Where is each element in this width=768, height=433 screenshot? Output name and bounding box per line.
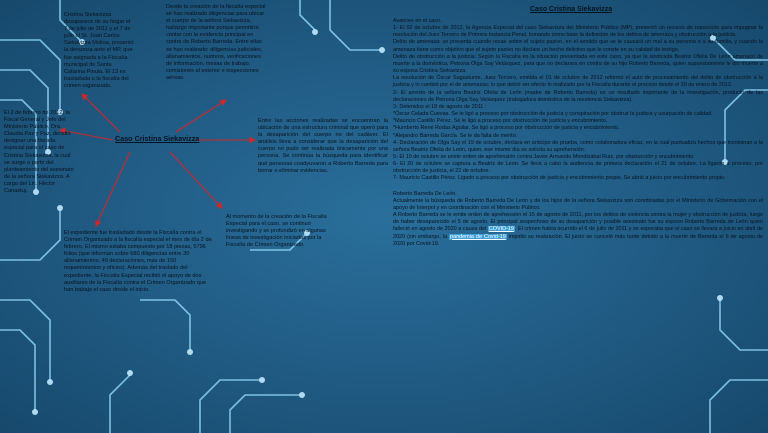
case-progress-line: 4- Declaración de Olga Say el 19 de octubre, declara en anticipo de prueba, como colaboradora eficaz, en la cual puntualiza hechos que incriminan a la señora Beatriz Ofelia de León, quien, ese mismo día se solicita su aprehensión. <box>393 139 763 153</box>
case-progress-line: *Óscar Celada Cuevas. Se le ligó a proceso por obstrucción de justicia y conspiración por obstruir la justicia y usurpación de calidad. <box>393 111 713 118</box>
case-progress-line: 1- El 02 de octubre de 2012, la Agencia Especial del caso Siekavizza del Ministerio Público (MP), presentó un recurso de reposición para impugnar la resolución del Juez Tercero de Primera Instancia Penal, tomando como base la definición de los delitos de amenaza y obstrucción a la justicia. <box>393 25 763 39</box>
case-progress-line: 2- El arresto de la señora Beatriz Ofelia de León (madre de Roberto Barreda) es un resultado importante de la investigación, producto de las declaraciones de Petrona Olga Say Velásquez (trabajadora doméstica de la residencia Siekavizza). <box>393 89 763 103</box>
right-title: Caso Cristina Siekavizza <box>530 6 613 13</box>
case-progress-line: Delito de amenaza: se presenta cuando recae sobre el sujeto pasivo, en el sentido que se le causará un mal a su persona o a su familia, y cuando la amenaza tiene como objetivo que el sujeto pasivo no declare un hecho delictivo que le conste en su calidad de testigo. <box>393 39 763 53</box>
barreda-search: Actualmente la búsqueda de Roberto Barreda De León y de los hijos de la señora Siekavizza son coordinadas por el Ministerio de Gobernación con el apoyo de Interpol y en coordinación con el Ministerio Público. <box>393 197 763 211</box>
case-progress-line: 6- El 20 de octubre se captura a Beatriz de León. Se lleva a cabo la audiencia de primera declaración el 21 de octubre. La ligaron a proceso, por obstrucción de justicia, el 22 de octubre. <box>393 161 763 175</box>
case-progress-line: 3- Detenidos el 18 de agosto de 2011 : <box>393 103 487 110</box>
case-progress-line: 5- El 19 de octubre se emite orden de aprehensión contra Javier Armando Mendizábal Ruiz, por obstrucción y encubrimiento. <box>393 153 695 160</box>
center-title: Caso Cristina Siekavizza <box>115 134 200 143</box>
barreda-heading: Roberto Barreda De León. <box>393 190 457 197</box>
covid-link[interactable]: COVID-19 <box>488 226 514 233</box>
note-diligencias: Desde la creación de la fiscalía especial se han realizado diligencias para ubicar el cuerpo de la señora Siekavizza, hallazgo importante porque permitiría contar con la evidencia principal en contra de Roberto Barreda. Entre ellas se han realizado: diligencias judiciales, allanamientos, rastreos, verificaciones de información, mesas de trabajo, comisiones al exterior e inspecciones aéreas. <box>166 4 266 81</box>
case-progress-line: Delito de obstrucción a la justicia: Según la Fiscalía es la situación presentada en este caso, ya que la sindicada Beatriz Ofelia De León amenazó de muerte a la doméstica, Petrona Olga Say Velásquez, para que no declarara en contra de su hijo Roberto Barreda, quien supuestamente le dio muerte a su esposa Cristina Siekavizza. <box>393 53 763 75</box>
case-progress-line: La resolución de Óscar Sagastume, Juez Tercero, emitida el 01 de octubre de 2012 reformó el auto de procesamiento del delito de obstrucción a la justicia y lo cambió por el de amenazas; lo que debió ser efecto lo realizado por la Fiscalía durante el proceso desde el 20 de enero de 2012. <box>393 75 763 89</box>
note-desaparicion: Cristina Siekavizza desaparece de su hogar el 7 de julio de 2011 y el 7 de julio el Sr. Juan Carlos Siekavizza Molina, presentó la denuncia ante el MP, que fue asignada a la Fiscalía municipal de Santa Catarina Pinula. El 13 es trasladada a la fiscalía del crimen organizado. <box>64 12 134 89</box>
barreda-summary: A Roberto Barreda se le emite orden de aprehensión el 15 de agosto de 2011, por los delitos de violencia contra la mujer y obstrucción de justicia, luego de haber desaparecido el 5 de agosto. El principal sospechoso de su desaparición y posible asesinato fue su esposo Roberto Barreda de León quien falleció en agosto de 2020 a causa del COVID-19. El crimen había ocurrido el 6 de julio de 2011 y se esperaba que el caso se llevara a juicio en abril de 2020 (sin embargo, la pandemia de Covid-19 impidió su realización. El juicio se canceló más tarde debido a la muerte de Barreda el 6 de agosto de 2020 por Covid-19. <box>393 212 764 247</box>
note-acciones: Entre las acciones realizadas se encuentran la ubicación de una estructura criminal que operó para la desaparición del cuerpo no del cadáver. El análisis lleva a considerar que la desaparición del cuerpo no pudo ser realizada únicamente por una persona. Se continúa la búsqueda para identificar qué personas coadyuvaron a Roberto Barreda para borrar o eliminar evidencias. <box>258 118 388 174</box>
case-progress-line: *Alejandro Barreda García. Se le da falta de mérito. <box>393 132 518 139</box>
case-progress-list <box>393 18 763 183</box>
note-expediente: El expediente fue trasladado desde la Fiscalía contra el Crimen Organizado a la fiscalía especial el mes de día 2 de febrero. El mismo estaba compuesto por 18 piezas, 5796 folios (que informan sobre 680 diligencias entre 30 allanamientos, 40 declaraciones, más de 150 requerimientos y oficios). Además del traslado del expediente, la Fiscalía Especial recibió el apoyo de dos auxiliares de la Fiscalía contra el Crimen Organizado que han trabajo el caso desde el inicio. <box>64 230 212 293</box>
case-details-text <box>393 18 763 248</box>
case-progress-line: Avances en el caso. <box>393 18 442 24</box>
note-fiscalia-especial: El 2 de febrero de 2012, la Fiscal General y Jefe del Ministerio Público, Dra. Claudia Paz y Paz, decidió designar una fiscalía especial para el caso de Cristina Siekavizza, la cual se surge a partir del planteamiento del asesinato de la señora Siekavizza. A cargo del Lic. Héctor Canastuj. <box>4 110 74 195</box>
case-progress-line: 7- Mauricio Castillo Pérez. Ligado a proceso por obstrucción de justicia y encubrimiento propio. Se abrió a juicio por encubrimiento propio. <box>393 175 726 182</box>
case-progress-line: *Humberto René Rodas Aguilar. Se ligó a proceso por obstrucción de justicia y encubrimiento. <box>393 125 620 132</box>
pandemia-link[interactable]: pandemia de Covid-19 <box>450 233 506 240</box>
note-creacion-fiscalia: Al momento de la creación de la Fiscalía Especial para el caso, se continuó investigando y se profundizó en algunas líneas de investigación iniciadas por la Fiscalía de Crimen Organizado. <box>226 214 327 249</box>
case-progress-line: *Mauricio Castillo Pérez. Se le ligó a proceso por obstrucción de justicia y encubrimiento. <box>393 118 608 125</box>
